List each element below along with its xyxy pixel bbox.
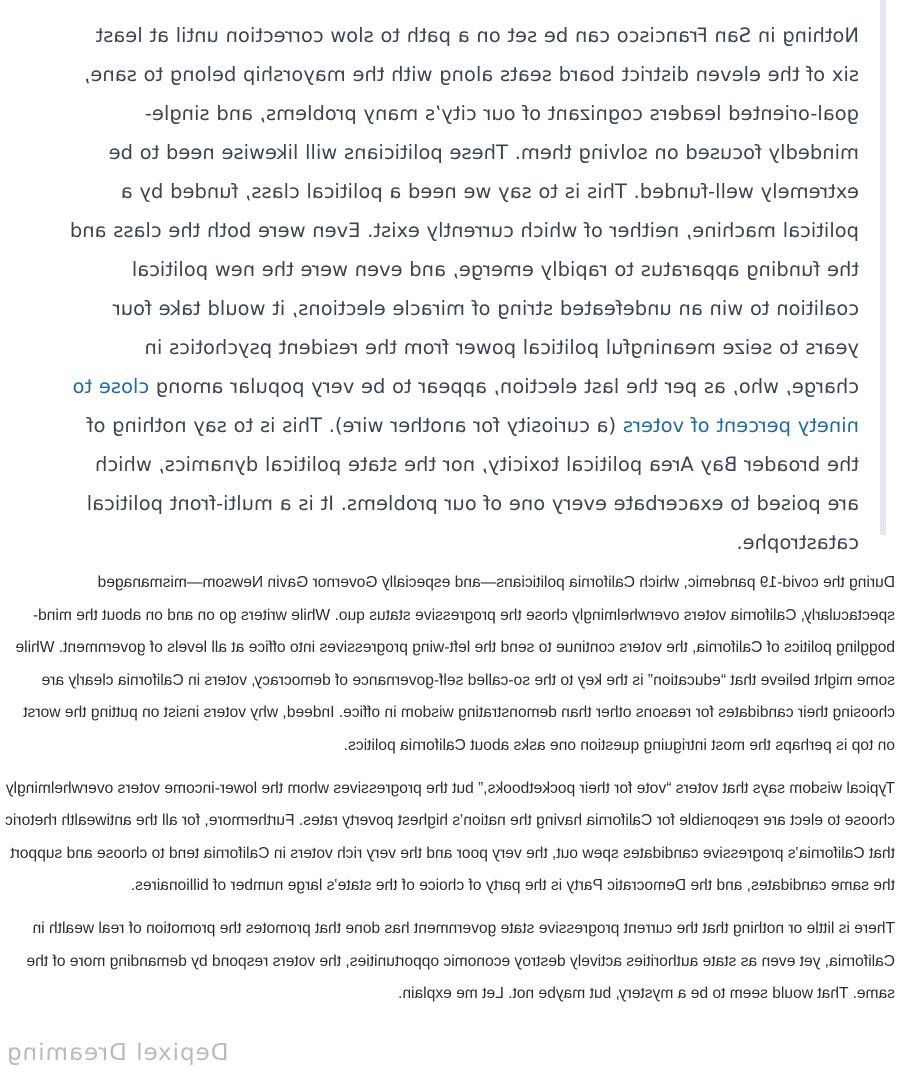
blockquote-text-after-link: (a curiosity for another wire). This is to say nothing of the broader Bay Area political toxicity, nor the state political dynamics, which are poised to exacerbate every one of our problems. It is a multi-front political catastrophe. [86,414,859,554]
article-paragraph: Typical wisdom says that voters “vote for their pocketbooks,” but the progressives whom the lower-income voters overwhelmingly choose to elect are responsible for California having the nation’s highest poverty rates. Furthermore, for all the antiwealth rhetoric that California’s progressive candidates spew out, the very poor and the very rich voters in California tend to choose and support the same candidates, and the Democratic Party is the party of choice of the state’s large number of billionaires. [5,779,895,895]
article-body [5,567,895,1021]
voters-percentage-link[interactable]: close to ninety percent of voters [72,375,859,437]
article-paragraph: There is little or nothing that the current progressive state government has done that promotes the promotion of real wealth in California, yet even as state authorities actively destroy economic opportunities, the voters respond by demanding more of the same. That would seem to be a mystery, but maybe not. Let me explain. [26,919,895,1003]
blockquote-paragraph [66,16,859,562]
watermark: Depixel Dreaming [6,1040,229,1066]
blockquote-text-before-link: Nothing in San Francisco can be set on a path to slow correction until at least six of the eleven district board seats along with the mayorship belong to sane, goal-oriented leaders cognizant of our city’s many problems, and single-mindedly focused on solving them. These politicians will likewise need to be extremely well-funded. This is to say we need a political class, funded by a political machine, neither of which currently exist. Even were both the class and the funding apparatus to rapidly emerge, and even were the new political coalition to win an undefeated string of miracle elections, it would take four years to seize meaningful political power from the resident psychotics in charge, who, as per the last election, appear to be very popular among [69,24,859,398]
article-paragraph: During the covid-19 pandemic, which California politicians—and especially Governor Gavin Newsom—mismanaged spectacularly, California voters overwhelmingly chose the progressive status quo. While writers go on and on about the mind-boggling politics of California, the voters continue to send the left-wing progressives into office at all levels of government. While some might believe that “education” is the key to the so-called self-governance of democracy, voters in California clearly are choosing their candidates for reasons other than demonstrating wisdom in office. Indeed, why voters insist on putting the worst on top is perhaps the most intriguing question one asks about California politics. [15,574,895,754]
blockquote [66,0,886,554]
